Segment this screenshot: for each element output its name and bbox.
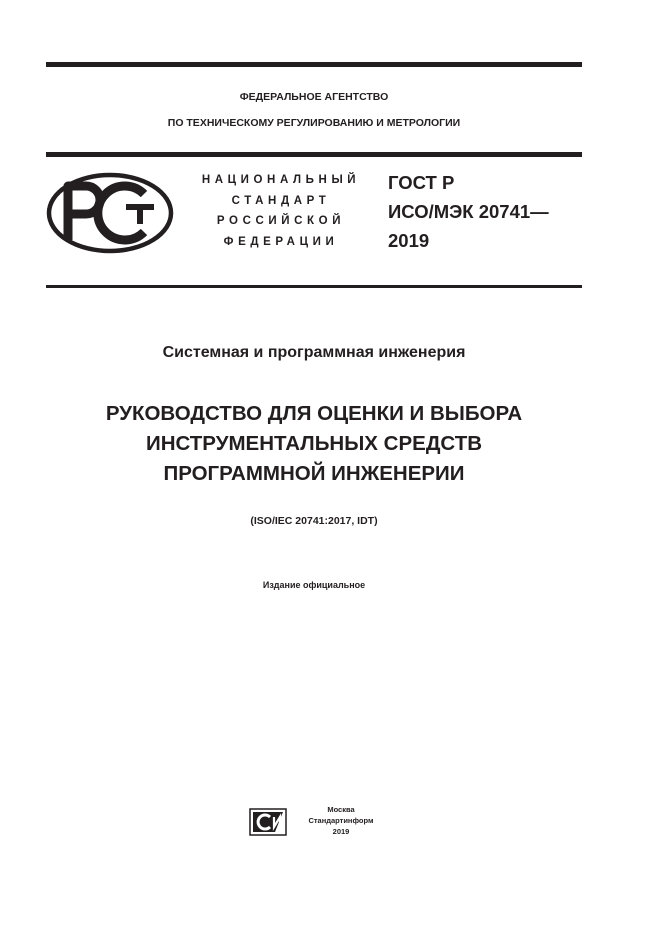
standard-number-line: 2019 (388, 230, 430, 251)
standard-type-line: СТАНДАРТ (231, 194, 331, 207)
publisher-info (308, 804, 374, 837)
publisher-year: 2019 (332, 827, 350, 836)
publisher-name: Стандартинформ (308, 816, 374, 825)
standard-type (196, 170, 366, 252)
document-subtitle: Системная и программная инженерия (162, 344, 466, 361)
standard-type-line: ФЕДЕРАЦИИ (223, 235, 339, 248)
standard-number (388, 168, 549, 255)
title-line: РУКОВОДСТВО ДЛЯ ОЦЕНКИ И ВЫБОРА (105, 402, 523, 425)
standard-type-line: НАЦИОНАЛЬНЫЙ (201, 174, 361, 186)
section-rule (46, 285, 582, 288)
publisher-city: Москва (327, 805, 355, 814)
standard-number-line: ГОСТ Р (388, 172, 455, 193)
document-title (46, 399, 582, 489)
top-rule (46, 62, 582, 67)
iso-reference: (ISO/IEC 20741:2017, IDT) (250, 515, 378, 527)
header-rule (46, 152, 582, 157)
agency-line-1: ФЕДЕРАЛЬНОЕ АГЕНТСТВО (239, 91, 389, 103)
publisher-logo-icon (249, 808, 287, 836)
title-line: ИНСТРУМЕНТАЛЬНЫХ СРЕДСТВ (145, 432, 483, 455)
edition-label: Издание официальное (262, 580, 366, 590)
standard-type-line: РОССИЙСКОЙ (216, 215, 346, 227)
agency-line-2: ПО ТЕХНИЧЕСКОМУ РЕГУЛИРОВАНИЮ И МЕТРОЛОГИИ (167, 117, 461, 129)
title-line: ПРОГРАММНОЙ ИНЖЕНЕРИИ (163, 462, 465, 485)
rst-logo-icon (46, 172, 174, 254)
standard-number-line: ИСО/МЭК 20741— (388, 201, 549, 222)
